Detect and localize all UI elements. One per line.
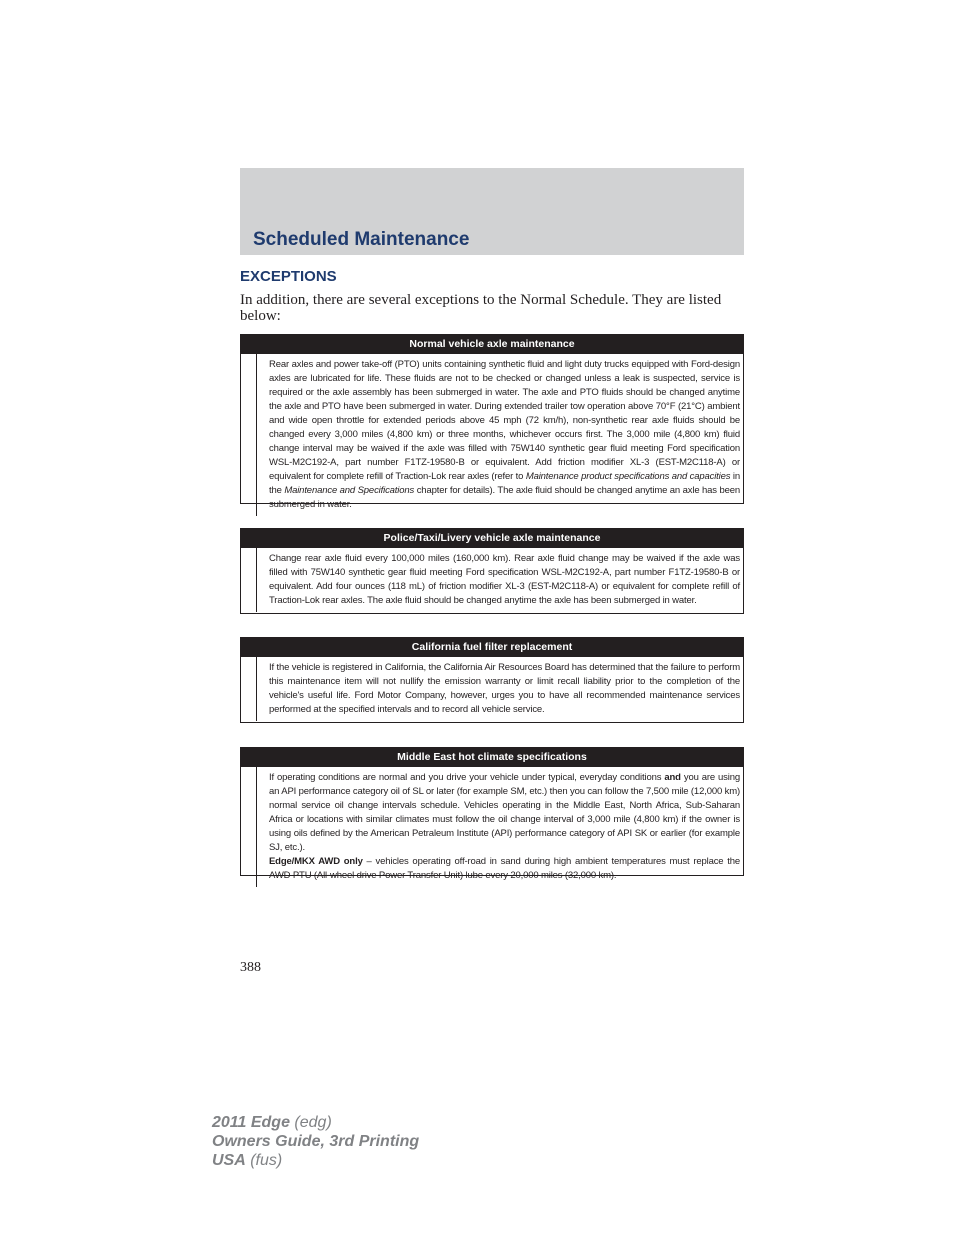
- section-header-band: [240, 168, 744, 255]
- body-bold-text: Edge/MKX AWD only: [269, 856, 363, 867]
- box-title: Normal vehicle axle maintenance: [241, 335, 743, 354]
- footer-market-code: (fus): [245, 1152, 283, 1169]
- box-body: Change rear axle fluid every 100,000 miles (160,000 km). Rear axle fluid change may be waived if the axle was filled with 75W140 synthetic gear fluid meeting Ford specification WSL-M2C192-A, part number F1TZ-19580-B or equivalent. Add four ounces (118 mL) of friction modifier XL-3 (EST-M2C118-A) or equivalent for complete refill of Traction-Lok rear axles. The axle fluid should be changed anytime the axle has been submerged in water.: [256, 548, 743, 612]
- section-title: Scheduled Maintenance: [253, 229, 470, 250]
- body-bold-text: and: [664, 772, 681, 783]
- footer-model: 2011 Edge: [212, 1114, 290, 1131]
- document-footer: [212, 1113, 419, 1170]
- box-title: Police/Taxi/Livery vehicle axle maintenance: [241, 529, 743, 548]
- footer-model-code: (edg): [289, 1114, 332, 1131]
- body-text: you are using an API performance category oil of SL or later (for example SM, etc.) then you can follow the 7,500 mile (12,000 km) normal service oil change intervals schedule. Vehicles operating in the Middle East, North Africa, Sub-Saharan Africa or locations with similar climates must follow the oil change interval of 3,000 mile (4,800 km) if the owner is using oils defined by the American Petraleum Institute (API) performance category of API SK or earlier (for example SJ, etc.).: [269, 772, 740, 853]
- body-text: chapter for details). The axle fluid should be changed anytime an axle has been submerged in water.: [269, 485, 740, 510]
- normal-axle-maintenance-box: [240, 334, 744, 510]
- footer-line-1: [212, 1113, 419, 1132]
- box-body: [256, 767, 743, 887]
- body-italic-reference: Maintenance product specifications and capacities: [525, 471, 731, 482]
- box-body: [256, 354, 743, 516]
- body-italic-reference: Maintenance and Specifications: [284, 485, 415, 496]
- intro-paragraph: In addition, there are several exceptions to the Normal Schedule. They are listed below:: [240, 292, 722, 324]
- body-text: in the: [269, 471, 740, 496]
- police-taxi-livery-axle-box: [240, 528, 744, 614]
- footer-line-3: [212, 1151, 419, 1170]
- footer-market: USA: [212, 1152, 246, 1169]
- body-text: If operating conditions are normal and you drive your vehicle under typical, everyday conditions: [269, 772, 665, 783]
- body-text: Rear axles and power take-off (PTO) units containing synthetic fluid and light duty trucks equipped with Ford-design axles are lubricated for life. These fluids are not to be checked or changed unless a leak is suspected, service is required or the axle assembly has been submerged in water. The axle and PTO fluids should be changed anytime the axle and PTO have been submerged in water. During extended trailer tow operation above 70°F (21°C) ambient and wide open throttle for extended periods above 45 mph (72 km/h), non-synthetic rear axle fluids should be changed every 3,000 miles (4,800 km) or three months, whichever occurs first. The 3,000 mile (4,800 km) fluid change interval may be waived if the axle was filled with 75W140 synthetic gear fluid meeting Ford specification WSL-M2C192-A, part number F1TZ-19580-B or equivalent. Add friction modifier XL-3 (EST-M2C118-A) or equivalent for complete refill of Traction-Lok rear axles (refer to: [269, 359, 740, 482]
- middle-east-hot-climate-box: [240, 747, 744, 881]
- exceptions-heading: EXCEPTIONS: [240, 268, 337, 285]
- footer-guide-title: Owners Guide, 3rd Printing: [212, 1133, 420, 1150]
- california-fuel-filter-box: [240, 637, 744, 723]
- page-number: 388: [240, 960, 261, 975]
- box-title: California fuel filter replacement: [241, 638, 743, 657]
- box-body: If the vehicle is registered in California, the California Air Resources Board has determined that the failure to perform this maintenance item will not nullify the emission warranty or limit recall liability prior to the completion of the vehicle's useful life. Ford Motor Company, however, urges you to have all recommended maintenance services performed at the specified intervals and to record all vehicle service.: [256, 657, 743, 721]
- footer-line-2: [212, 1132, 419, 1151]
- box-title: Middle East hot climate specifications: [241, 748, 743, 767]
- body-text: – vehicles operating off-road in sand during high ambient temperatures must replace the AWD PTU (All-wheel drive Power Transfer Unit) lube every 20,000 miles (32,000 km).: [269, 856, 741, 881]
